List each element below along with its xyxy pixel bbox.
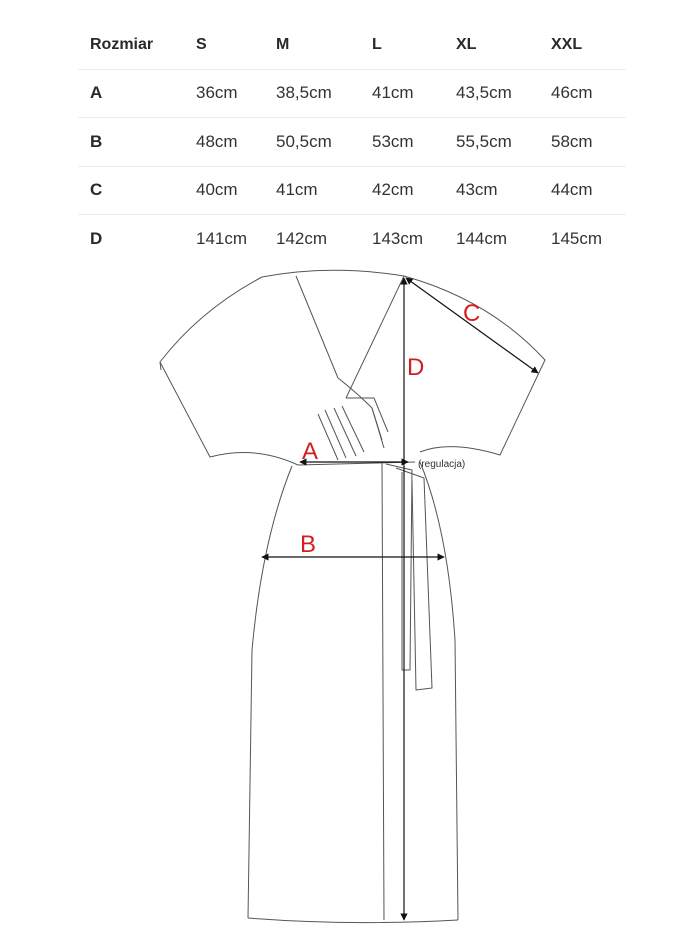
table-cell: 36cm [196, 83, 238, 103]
tie-belt-2 [396, 468, 432, 690]
table-cell: 46cm [551, 83, 593, 103]
row-label: D [90, 229, 103, 249]
bodice-pleat [372, 408, 384, 448]
header-size-xl: XL [456, 35, 477, 53]
table-cell: 50,5cm [276, 131, 332, 151]
header-size-xxl: XXL [551, 35, 583, 53]
table-cell: 141cm [196, 229, 248, 249]
row-label: B [90, 131, 103, 151]
dress-outline [160, 270, 545, 922]
table-cell: 144cm [456, 229, 508, 249]
wrap-panel-edge [382, 462, 384, 920]
table-cell: 38,5cm [276, 83, 332, 103]
label-d: D [407, 354, 425, 381]
header-size-s: S [196, 35, 207, 53]
row-label: C [90, 180, 103, 200]
header-size-m: M [276, 35, 290, 53]
tie-belt [386, 464, 412, 670]
header-size-l: L [372, 35, 382, 53]
table-cell: 143cm [372, 229, 424, 249]
table-cell: 41cm [276, 180, 318, 200]
neckline [262, 270, 404, 277]
table-cell: 43,5cm [456, 83, 512, 103]
measure-arrows [262, 278, 538, 920]
table-cell: 58cm [551, 131, 593, 151]
v-neck-right [346, 276, 404, 398]
table-cell: 41cm [372, 83, 414, 103]
table-cell: 43cm [456, 180, 498, 200]
adjustment-note: (regulacja) [418, 459, 466, 470]
table-cell: 40cm [196, 180, 238, 200]
table-cell: 145cm [551, 229, 603, 249]
bodice-pleat [342, 406, 364, 452]
table-cell: 42cm [372, 180, 414, 200]
table-cell: 44cm [551, 180, 593, 200]
label-a: A [302, 438, 319, 465]
label-b: B [300, 531, 317, 558]
v-neck-left [296, 276, 338, 378]
label-c: C [463, 300, 481, 327]
bodice-pleat [318, 414, 338, 460]
left-sleeve [160, 277, 298, 465]
table-cell: 55,5cm [456, 131, 512, 151]
hem [248, 918, 458, 923]
bodice-pleat [334, 408, 356, 456]
table-cell: 48cm [196, 131, 238, 151]
skirt-left-side [248, 466, 292, 918]
bodice-pleat [325, 410, 346, 458]
table-cell: 53cm [372, 131, 414, 151]
header-rozmiar: Rozmiar [90, 35, 154, 53]
row-label: A [90, 83, 103, 103]
table-cell: 142cm [276, 229, 328, 249]
